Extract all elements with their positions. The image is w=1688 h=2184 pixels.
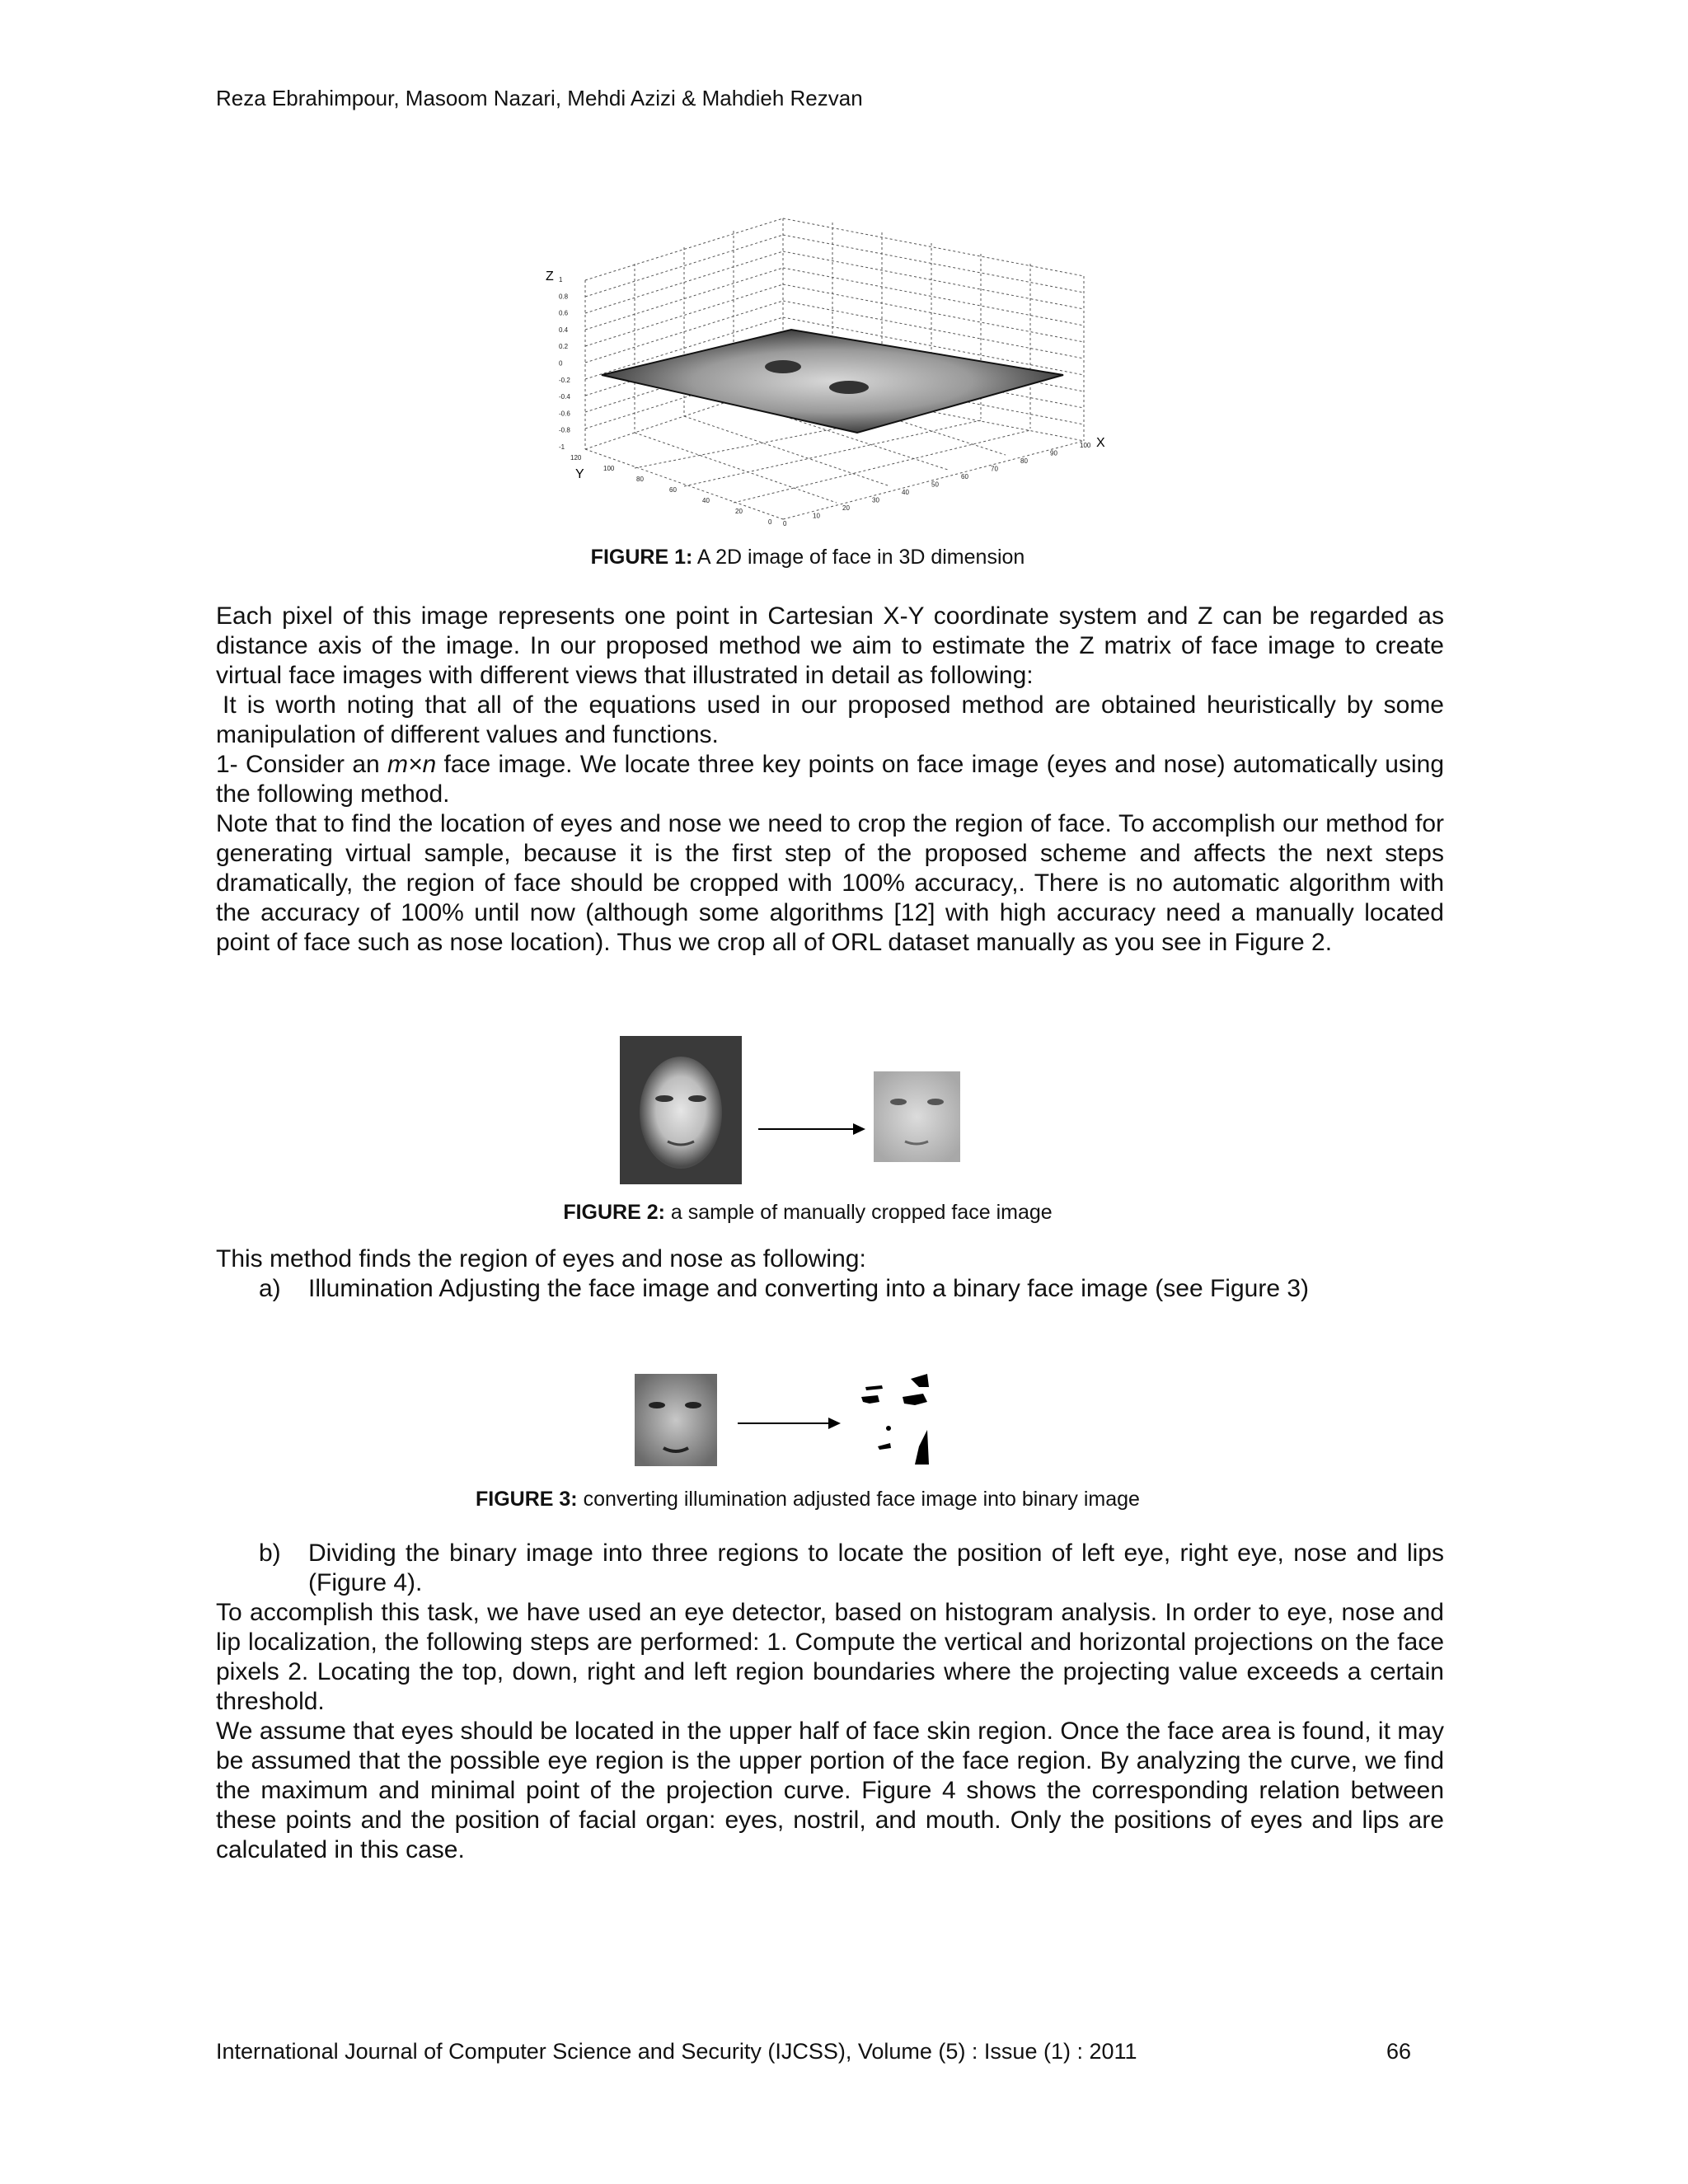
figure-3-label: FIGURE 3: — [476, 1488, 578, 1511]
x-axis-tick-label: 60 — [961, 473, 968, 480]
face-eye-right — [829, 381, 869, 394]
y-axis-tick-label: 120 — [570, 454, 582, 462]
figure-3-caption-text: converting illumination adjusted face image into binary image — [577, 1488, 1140, 1511]
step-a-text: Illumination Adjusting the face image and converting into a binary face image (see Figure 3) — [308, 1275, 1310, 1302]
paragraph-2: It is worth noting that all of the equations used in our proposed method are obtained heuristically by some manipulation of different values and functions. — [216, 691, 1444, 748]
method-steps-a — [216, 1244, 1444, 1304]
z-axis-tick-label: -0.4 — [559, 393, 570, 401]
paragraph-3-math: m×n — [387, 751, 437, 778]
figure-3-images — [631, 1372, 960, 1471]
z-axis-tick-label: 0 — [559, 359, 563, 368]
x-axis-tick-label: 70 — [991, 465, 998, 473]
body-text-1 — [216, 602, 1444, 958]
z-axis-tick-label: 0.6 — [559, 309, 569, 317]
paragraph-1: Each pixel of this image represents one point in Cartesian X-Y coordinate system and Z can be regarded as distance axis of the image. In our proposed method we aim to estimate the Z matrix of face image to create virtual face images with different views that illustrated in detail as following: — [216, 602, 1444, 689]
method-steps-b — [216, 1539, 1444, 1598]
full-face-oval — [640, 1057, 722, 1169]
x-axis-tick-label: 80 — [1020, 457, 1028, 465]
z-axis-tick-label: -0.8 — [559, 426, 570, 434]
x-axis-tick-label: 30 — [872, 496, 879, 504]
z-axis-tick-label: -0.6 — [559, 410, 570, 418]
z-axis-tick-label: 0.2 — [559, 343, 569, 351]
x-axis-tick-label: 50 — [931, 480, 939, 489]
cropped-face-eye-left — [890, 1099, 907, 1105]
figure-1-label: FIGURE 1: — [590, 546, 693, 569]
running-header: Reza Ebrahimpour, Masoom Nazari, Mehdi Azizi & Mahdieh Rezvan — [216, 86, 863, 110]
binary-face-image — [861, 1374, 929, 1465]
figure-2-images — [618, 1034, 964, 1187]
x-axis-tick-label: 90 — [1050, 449, 1057, 457]
adjusted-face-eye-right — [685, 1402, 701, 1408]
x-axis-tick-label: 0 — [783, 520, 787, 527]
body-text-2 — [216, 1598, 1444, 1865]
x-axis-tick-label: 40 — [902, 489, 909, 496]
step-a-label: a) — [259, 1275, 281, 1302]
axis-label-x: X — [1096, 436, 1105, 450]
cropped-face-photo — [874, 1071, 960, 1162]
axis-label-z: Z — [546, 269, 554, 284]
z-axis-tick-label: 1 — [559, 276, 563, 284]
face-surface — [602, 330, 1063, 433]
adjusted-face-eye-left — [649, 1402, 665, 1408]
figure-2-label: FIGURE 2: — [563, 1201, 665, 1224]
step-b-label: b) — [259, 1540, 281, 1567]
paragraph-3 — [216, 750, 1444, 809]
paragraph-5: To accomplish this task, we have used an eye detector, based on histogram analysis. In order to eye, nose and lip localization, the following steps are performed: 1. Compute the vertical and horizontal projections on the face pixels 2. Locating the top, down, right and left region boundaries where the projecting value exceeds a certain threshold. — [216, 1599, 1444, 1715]
figure-3-caption — [0, 1488, 1615, 1511]
x-axis-tick-label: 10 — [813, 512, 820, 520]
x-axis-tick-label: 20 — [842, 504, 850, 512]
z-axis-tick-label: -0.2 — [559, 376, 570, 384]
cropped-face-eye-right — [927, 1099, 944, 1105]
z-axis-tick-label: 0.8 — [559, 293, 569, 301]
axis-label-y: Y — [575, 467, 584, 481]
y-axis-tick-label: 20 — [735, 508, 743, 515]
figure-2-caption-text: a sample of manually cropped face image — [664, 1201, 1053, 1224]
figure-1-caption-text: A 2D image of face in 3D dimension — [692, 546, 1025, 569]
step-b — [216, 1539, 1444, 1598]
figure-1-caption — [0, 546, 1615, 569]
paragraph-6: We assume that eyes should be located in the upper half of face skin region. Once the face area is found, it may be assumed that the possible eye region is the upper portion of the face region. By analyzing the curve, we find the maximum and minimal point of the projection curve. Figure 4 shows the corresponding relation between these points and the position of facial organ: eyes, nostril, and mouth. Only the positions of eyes and lips are calculated in this case. — [216, 1718, 1444, 1863]
step-b-text: Dividing the binary image into three regions to locate the position of left eye, right eye, nose and lips (Figure 4). — [308, 1540, 1444, 1596]
paragraph-4: Note that to find the location of eyes and nose we need to crop the region of face. To accomplish our method for generating virtual sample, because it is the first step of the proposed scheme and affects the next steps dramatically, the region of face should be cropped with 100% accuracy,. There is no automatic algorithm with the accuracy of 100% until now (although some algorithms [12] with high accuracy need a manually located point of face such as nose location). Thus we crop all of ORL dataset manually as you see in Figure 2. — [216, 810, 1444, 956]
y-axis-tick-label: 60 — [669, 486, 677, 494]
full-face-eye-left — [655, 1095, 673, 1102]
page-number: 66 — [1386, 2039, 1412, 2064]
method-intro: This method finds the region of eyes and nose as following: — [216, 1245, 866, 1272]
paragraph-3-b: face image. We locate three key points on face image (eyes and nose) automatically using the following method. — [216, 751, 1444, 808]
paragraph-3-a: 1- Consider an — [216, 751, 387, 778]
figure-2-caption — [0, 1201, 1615, 1225]
y-axis-tick-label: 80 — [636, 476, 644, 483]
y-axis-tick-label: 0 — [768, 518, 772, 526]
y-axis-tick-label: 100 — [603, 465, 615, 472]
z-axis-tick-label: 0.4 — [559, 326, 569, 334]
step-a — [216, 1274, 1444, 1304]
journal-footer: International Journal of Computer Science and Security (IJCSS), Volume (5) : Issue (1) : 2011 — [216, 2039, 1137, 2064]
y-axis-tick-label: 40 — [702, 497, 710, 504]
z-axis-tick-label: -1 — [559, 443, 565, 451]
figure-1-3d-plot — [536, 214, 1129, 536]
full-face-eye-right — [688, 1095, 706, 1102]
figure-3-arrow-head — [828, 1418, 841, 1429]
face-eye-left — [765, 360, 801, 373]
x-axis-tick-label: 100 — [1080, 442, 1091, 449]
figure-2-arrow-head — [853, 1123, 865, 1135]
